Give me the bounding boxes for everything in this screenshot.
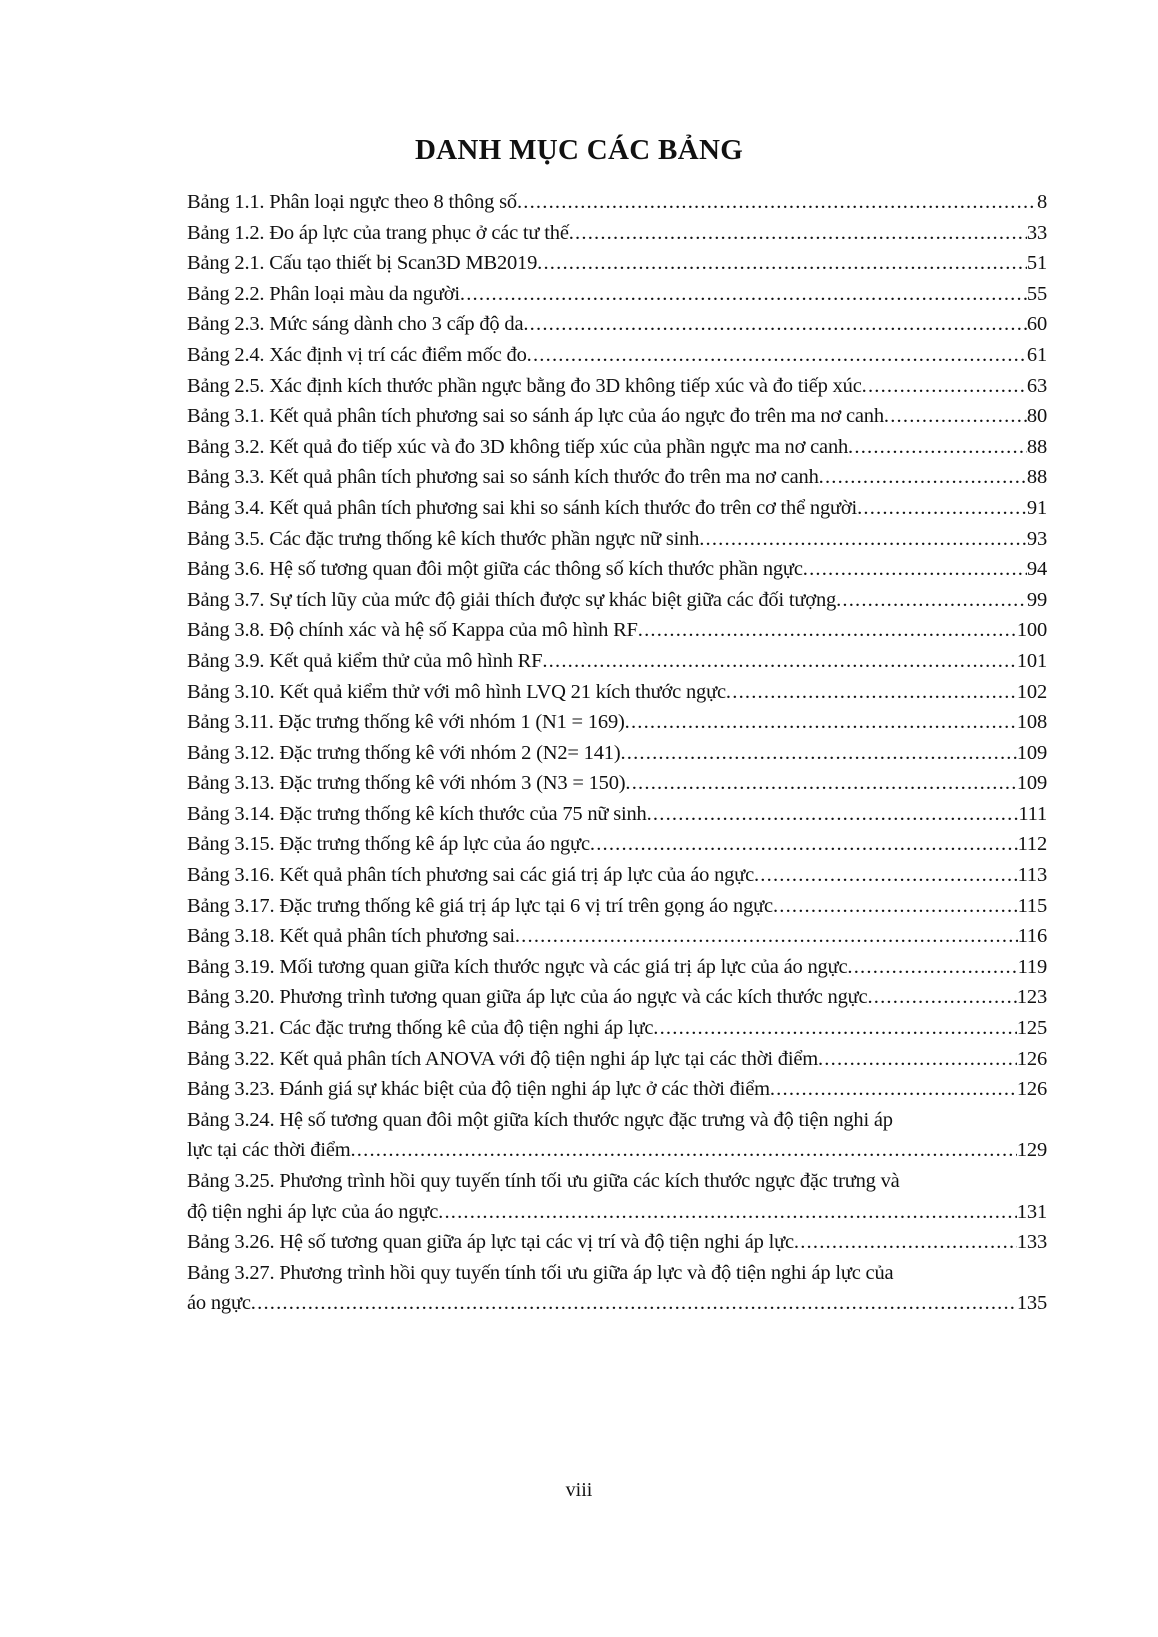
toc-entry-page-number: 101 — [1016, 649, 1047, 672]
toc-entry[interactable] — [187, 493, 1047, 524]
toc-entry-page-number: 135 — [1016, 1292, 1047, 1315]
dot-leader — [647, 799, 1019, 830]
toc-entry-title-continued: độ tiện nghi áp lực của áo ngực — [187, 1200, 439, 1223]
toc-entry-title: Bảng 3.15. Đặc trưng thống kê áp lực của áo ngực — [187, 833, 590, 856]
toc-entry-title: Bảng 3.6. Hệ số tương quan đôi một giữa các thông số kích thước phần ngực — [187, 558, 803, 581]
toc-entry-title: Bảng 3.11. Đặc trưng thống kê với nhóm 1 (N1 = 169) — [187, 711, 625, 734]
toc-entry[interactable] — [187, 432, 1047, 463]
toc-entry-page-number: 102 — [1016, 680, 1047, 703]
dot-leader — [542, 646, 1016, 677]
toc-entry-page-number: 55 — [1026, 282, 1047, 305]
toc-entry-title: Bảng 3.3. Kết quả phân tích phương sai so sánh kích thước đo trên ma nơ canh — [187, 466, 819, 489]
toc-entry-page-number: 51 — [1026, 252, 1047, 275]
toc-entry[interactable] — [187, 462, 1047, 493]
toc-entry-line — [187, 860, 1047, 891]
toc-entry-page-number: 109 — [1016, 772, 1047, 795]
toc-entry-line — [187, 432, 1047, 463]
toc-entry-page-number: 129 — [1016, 1139, 1047, 1162]
toc-entry-page-number: 80 — [1026, 405, 1047, 428]
toc-entry-line — [187, 799, 1047, 830]
toc-entry[interactable] — [187, 218, 1047, 249]
toc-entry-line — [187, 1013, 1047, 1044]
toc-entry-page-number: 131 — [1016, 1200, 1047, 1223]
toc-entry-page-number: 126 — [1016, 1078, 1047, 1101]
toc-entry-line — [187, 248, 1047, 279]
dot-leader — [857, 493, 1027, 524]
dot-leader — [620, 738, 1016, 769]
toc-entry-line — [187, 891, 1047, 922]
toc-entry[interactable] — [187, 1013, 1047, 1044]
toc-entry-title: Bảng 3.24. Hệ số tương quan đôi một giữa kích thước ngực đặc trưng và độ tiện nghi áp — [187, 1108, 893, 1131]
toc-entry-page-number: 94 — [1026, 558, 1047, 581]
toc-entry-line — [187, 524, 1047, 555]
toc-entry-line — [187, 554, 1047, 585]
toc-entry-title: Bảng 2.2. Phân loại màu da người — [187, 282, 460, 305]
toc-entry-line — [187, 1135, 1047, 1166]
toc-entry[interactable] — [187, 279, 1047, 310]
toc-entry-title: Bảng 3.13. Đặc trưng thống kê với nhóm 3 (N3 = 150) — [187, 772, 626, 795]
toc-entry-line — [187, 829, 1047, 860]
dot-leader — [773, 891, 1018, 922]
toc-entry-line — [187, 707, 1047, 738]
toc-entry-page-number: 61 — [1026, 343, 1047, 366]
toc-entry-title: Bảng 3.1. Kết quả phân tích phương sai so sánh áp lực của áo ngực đo trên ma nơ canh — [187, 405, 884, 428]
toc-entry-title: Bảng 2.1. Cấu tạo thiết bị Scan3D MB2019 — [187, 252, 538, 275]
toc-entry-line — [187, 738, 1047, 769]
dot-leader — [794, 1227, 1017, 1258]
dot-leader — [803, 554, 1027, 585]
toc-entry-line — [187, 309, 1047, 340]
dot-leader — [884, 401, 1027, 432]
toc-entry-title: Bảng 3.27. Phương trình hồi quy tuyến tính tối ưu giữa áp lực và độ tiện nghi áp lực của — [187, 1261, 894, 1284]
dot-leader — [726, 677, 1017, 708]
dot-leader — [438, 1197, 1017, 1228]
dot-leader — [699, 524, 1027, 555]
toc-entry-line — [187, 677, 1047, 708]
dot-leader — [867, 982, 1016, 1013]
toc-entry[interactable] — [187, 554, 1047, 585]
toc-entry-line — [187, 493, 1047, 524]
toc-entry-title: Bảng 3.2. Kết quả đo tiếp xúc và đo 3D không tiếp xúc của phần ngực ma nơ canh — [187, 435, 849, 458]
toc-entry-page-number: 112 — [1017, 833, 1047, 856]
dot-leader — [460, 279, 1027, 310]
dot-leader — [818, 1044, 1017, 1075]
toc-entry-line — [187, 615, 1047, 646]
toc-entry[interactable] — [187, 860, 1047, 891]
toc-entry[interactable] — [187, 1074, 1047, 1105]
toc-entry-title: Bảng 1.2. Đo áp lực của trang phục ở các tư thế — [187, 221, 569, 244]
toc-entry-page-number: 100 — [1016, 619, 1047, 642]
toc-entry-title: Bảng 3.18. Kết quả phân tích phương sai — [187, 925, 515, 948]
dot-leader — [523, 309, 1027, 340]
dot-leader — [569, 218, 1027, 249]
toc-entry-line — [187, 462, 1047, 493]
dot-leader — [754, 860, 1018, 891]
toc-entry-title: Bảng 2.4. Xác định vị trí các điểm mốc đo — [187, 343, 527, 366]
toc-entry[interactable] — [187, 1166, 1047, 1227]
toc-entry-title: Bảng 3.17. Đặc trưng thống kê giá trị áp lực tại 6 vị trí trên gọng áo ngực — [187, 894, 773, 917]
dot-leader — [625, 768, 1016, 799]
toc-entry-line — [187, 921, 1047, 952]
dot-leader — [848, 432, 1027, 463]
toc-entry-title: Bảng 3.19. Mối tương quan giữa kích thước ngực và các giá trị áp lực của áo ngực — [187, 955, 848, 978]
toc-entry[interactable] — [187, 1105, 1047, 1166]
toc-entry-line — [187, 1288, 1047, 1319]
toc-entry-page-number: 93 — [1026, 527, 1047, 550]
toc-entry-page-number: 125 — [1016, 1017, 1047, 1040]
dot-leader — [350, 1135, 1016, 1166]
toc-entry-page-number: 91 — [1026, 496, 1047, 519]
dot-leader — [847, 952, 1017, 983]
toc-entry-line — [187, 646, 1047, 677]
toc-entry-title: Bảng 3.16. Kết quả phân tích phương sai các giá trị áp lực của áo ngực — [187, 864, 754, 887]
toc-entry[interactable] — [187, 921, 1047, 952]
dot-leader — [517, 187, 1037, 218]
toc-entry-title-continued: áo ngực — [187, 1292, 251, 1315]
toc-entry-title: Bảng 2.5. Xác định kích thước phần ngực bằng đo 3D không tiếp xúc và đo tiếp xúc — [187, 374, 862, 397]
toc-entry-title: Bảng 3.14. Đặc trưng thống kê kích thước của 75 nữ sinh — [187, 802, 647, 825]
toc-entry-title: Bảng 3.8. Độ chính xác và hệ số Kappa của mô hình RF — [187, 619, 638, 642]
toc-entry-title: Bảng 1.1. Phân loại ngực theo 8 thông số — [187, 191, 517, 213]
toc-entry-page-number: 99 — [1026, 588, 1047, 611]
toc-entry[interactable] — [187, 371, 1047, 402]
toc-entry-line — [187, 952, 1047, 983]
toc-entry-title: Bảng 3.26. Hệ số tương quan giữa áp lực tại các vị trí và độ tiện nghi áp lực — [187, 1231, 794, 1254]
toc-entry-title: Bảng 3.23. Đánh giá sự khác biệt của độ tiện nghi áp lực ở các thời điểm — [187, 1078, 770, 1101]
dot-leader — [515, 921, 1018, 952]
toc-entry-line — [187, 1197, 1047, 1228]
toc-entry-page-number: 123 — [1016, 986, 1047, 1009]
dot-leader — [625, 707, 1017, 738]
toc-entry-line — [187, 401, 1047, 432]
toc-entry[interactable] — [187, 768, 1047, 799]
dot-leader — [638, 615, 1017, 646]
toc-entry-title: Bảng 3.12. Đặc trưng thống kê với nhóm 2 (N2= 141) — [187, 741, 621, 764]
dot-leader — [653, 1013, 1017, 1044]
toc-entry-line — [187, 371, 1047, 402]
toc-entry-title: Bảng 3.5. Các đặc trưng thống kê kích thước phần ngực nữ sinh — [187, 527, 700, 550]
toc-entry-page-number: 111 — [1018, 802, 1047, 825]
toc-entry[interactable] — [187, 1258, 1047, 1319]
toc-entry[interactable] — [187, 524, 1047, 555]
toc-entry-page-number: 119 — [1017, 955, 1047, 978]
toc-entry-title: Bảng 3.20. Phương trình tương quan giữa áp lực của áo ngực và các kích thước ngực — [187, 986, 868, 1009]
toc-entry-page-number: 115 — [1017, 894, 1047, 917]
toc-entry[interactable] — [187, 309, 1047, 340]
toc-entry[interactable] — [187, 401, 1047, 432]
toc-entry[interactable] — [187, 829, 1047, 860]
toc-entry-page-number: 88 — [1026, 466, 1047, 489]
toc-entry-line — [187, 187, 1047, 218]
toc-entry-page-number: 113 — [1017, 864, 1047, 887]
toc-entry-title: Bảng 2.3. Mức sáng dành cho 3 cấp độ da — [187, 313, 524, 336]
toc-entry-line — [187, 768, 1047, 799]
dot-leader — [862, 371, 1027, 402]
table-of-tables-list — [187, 187, 1047, 1319]
toc-entry-page-number: 109 — [1016, 741, 1047, 764]
toc-entry[interactable] — [187, 677, 1047, 708]
toc-entry[interactable] — [187, 1044, 1047, 1075]
page-title: DANH MỤC CÁC BẢNG — [414, 134, 744, 166]
dot-leader — [819, 462, 1027, 493]
toc-entry-line — [187, 1227, 1047, 1258]
toc-entry-page-number: 60 — [1026, 313, 1047, 336]
toc-entry-page-number: 33 — [1026, 221, 1047, 244]
toc-entry-line — [187, 340, 1047, 371]
toc-entry-page-number: 126 — [1016, 1047, 1047, 1070]
toc-entry-line — [187, 218, 1047, 249]
toc-entry-page-number: 116 — [1017, 925, 1047, 948]
toc-entry-line — [187, 585, 1047, 616]
toc-entry-page-number: 133 — [1016, 1231, 1047, 1254]
dot-leader — [537, 248, 1027, 279]
toc-entry[interactable] — [187, 1227, 1047, 1258]
toc-entry[interactable] — [187, 707, 1047, 738]
toc-entry[interactable] — [187, 340, 1047, 371]
toc-entry-title: Bảng 3.9. Kết quả kiểm thử của mô hình RF — [187, 649, 543, 672]
toc-entry-line — [187, 279, 1047, 310]
toc-entry-title: Bảng 3.10. Kết quả kiểm thử với mô hình LVQ 21 kích thước ngực — [187, 680, 726, 703]
page-number-footer: viii — [565, 1479, 593, 1501]
dot-leader — [527, 340, 1027, 371]
toc-entry[interactable] — [187, 982, 1047, 1013]
toc-entry-title-continued: lực tại các thời điểm — [187, 1139, 351, 1162]
toc-entry-title: Bảng 3.25. Phương trình hồi quy tuyến tính tối ưu giữa các kích thước ngực đặc trưng và — [187, 1170, 900, 1192]
toc-entry-title: Bảng 3.4. Kết quả phân tích phương sai khi so sánh kích thước đo trên cơ thể người — [187, 496, 858, 519]
toc-entry[interactable] — [187, 952, 1047, 983]
toc-entry[interactable] — [187, 738, 1047, 769]
toc-entry-page-number: 88 — [1026, 435, 1047, 458]
toc-entry-title: Bảng 3.22. Kết quả phân tích ANOVA với độ tiện nghi áp lực tại các thời điểm — [187, 1047, 818, 1070]
toc-entry[interactable] — [187, 891, 1047, 922]
toc-entry[interactable] — [187, 615, 1047, 646]
toc-entry-title: Bảng 3.21. Các đặc trưng thống kê của độ tiện nghi áp lực — [187, 1017, 654, 1040]
dot-leader — [836, 585, 1027, 616]
toc-entry[interactable] — [187, 646, 1047, 677]
toc-entry[interactable] — [187, 187, 1047, 218]
toc-entry[interactable] — [187, 248, 1047, 279]
toc-entry[interactable] — [187, 585, 1047, 616]
toc-entry[interactable] — [187, 799, 1047, 830]
toc-entry-page-number: 8 — [1036, 191, 1047, 213]
dot-leader — [251, 1288, 1017, 1319]
toc-entry-title: Bảng 3.7. Sự tích lũy của mức độ giải thích được sự khác biệt giữa các đối tượng — [187, 588, 837, 611]
toc-entry-page-number: 63 — [1026, 374, 1047, 397]
dot-leader — [770, 1074, 1017, 1105]
toc-entry-line — [187, 1074, 1047, 1105]
toc-entry-page-number: 108 — [1016, 711, 1047, 734]
dot-leader — [590, 829, 1018, 860]
toc-entry-line — [187, 1044, 1047, 1075]
toc-entry-line — [187, 982, 1047, 1013]
